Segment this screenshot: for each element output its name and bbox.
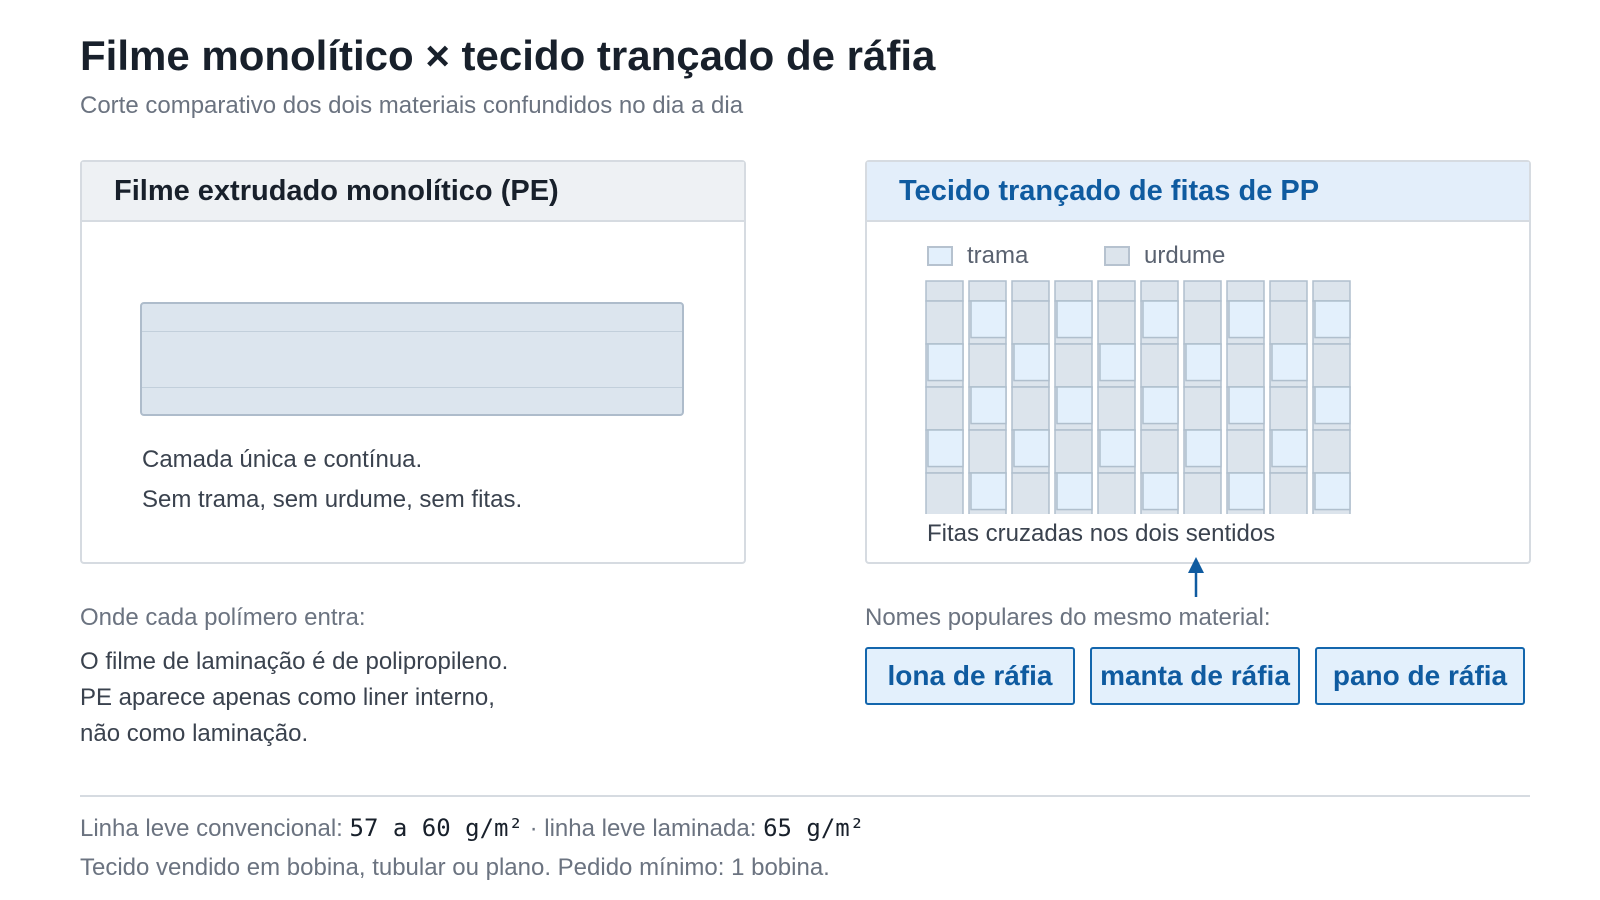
up-arrow-icon: [1186, 557, 1206, 599]
warp-segment: [926, 387, 963, 430]
warp-segment: [1184, 473, 1221, 514]
warp-segment: [1012, 473, 1049, 514]
weft-segment: [1057, 387, 1092, 424]
weft-segment: [1057, 473, 1092, 510]
warp-segment: [1098, 301, 1135, 344]
page-subtitle: Corte comparativo dos dois materiais confundidos no dia a dia: [80, 92, 744, 119]
weft-segment: [971, 387, 1006, 424]
warp-segment: [1313, 344, 1350, 387]
weft-segment: [1143, 301, 1178, 338]
weft-segment: [1100, 430, 1135, 467]
film-description: [142, 440, 522, 520]
legend-trama-label: trama: [967, 242, 1029, 269]
weft-segment: [1143, 387, 1178, 424]
weft-segment: [1229, 473, 1264, 510]
film-panel: [80, 160, 746, 564]
warp-segment: [1184, 387, 1221, 430]
polymer-note-line: não como laminação.: [80, 720, 309, 747]
warp-segment: [1270, 281, 1307, 301]
warp-segment: [1012, 281, 1049, 301]
weave-caption: Fitas cruzadas nos dois sentidos: [927, 520, 1276, 547]
chip-pano-de-rafia[interactable]: pano de ráfia: [1315, 647, 1525, 705]
warp-segment: [1270, 473, 1307, 514]
weft-segment: [928, 430, 963, 467]
weft-segment: [1315, 301, 1350, 338]
legend-urdume-label: urdume: [1144, 242, 1226, 269]
warp-segment: [1098, 387, 1135, 430]
warp-segment: [1227, 281, 1264, 301]
warp-segment: [1141, 344, 1178, 387]
weft-segment: [1272, 344, 1307, 381]
warp-segment: [1141, 430, 1178, 473]
weave-pattern: [925, 280, 1355, 514]
film-guide-line: [142, 387, 682, 388]
warp-segment: [1227, 430, 1264, 473]
weft-segment: [971, 301, 1006, 338]
weft-segment: [1272, 430, 1307, 467]
weft-segment: [1014, 344, 1049, 381]
popular-names-title: Nomes populares do mesmo material:: [865, 604, 1271, 631]
weft-segment: [1229, 301, 1264, 338]
footer-label-light: Linha leve convencional:: [80, 815, 350, 842]
warp-segment: [969, 281, 1006, 301]
footer-weights: [80, 814, 864, 843]
footer-order-info: Tecido vendido em bobina, tubular ou plano. Pedido mínimo: 1 bobina.: [80, 854, 830, 881]
warp-segment: [1270, 387, 1307, 430]
footer-value-laminated: 65 g/m²: [763, 814, 865, 842]
page-title: Filme monolítico × tecido trançado de ráfia: [80, 32, 936, 79]
legend-urdume: [1104, 242, 1225, 270]
warp-segment: [1055, 281, 1092, 301]
footer-divider: [80, 795, 1530, 797]
weft-segment: [1143, 473, 1178, 510]
warp-segment: [926, 473, 963, 514]
weft-segment: [928, 344, 963, 381]
weft-segment: [1186, 344, 1221, 381]
film-guide-line: [142, 331, 682, 332]
warp-segment: [1141, 281, 1178, 301]
warp-segment: [1012, 301, 1049, 344]
polymer-note-title: Onde cada polímero entra:: [80, 604, 366, 631]
warp-segment: [1313, 281, 1350, 301]
warp-segment: [1313, 430, 1350, 473]
film-desc-line: Sem trama, sem urdume, sem fitas.: [142, 486, 523, 513]
warp-segment: [1270, 301, 1307, 344]
weft-segment: [1315, 387, 1350, 424]
weft-segment: [1229, 387, 1264, 424]
warp-segment: [969, 430, 1006, 473]
weft-segment: [1186, 430, 1221, 467]
polymer-note-line: O filme de laminação é de polipropileno.: [80, 648, 509, 675]
polymer-note: [80, 644, 508, 752]
film-panel-heading: Filme extrudado monolítico (PE): [82, 162, 744, 222]
warp-segment: [1098, 281, 1135, 301]
footer-label-laminated: · linha leve laminada:: [522, 815, 764, 842]
urdume-swatch: [1104, 246, 1130, 266]
chip-lona-de-rafia[interactable]: lona de ráfia: [865, 647, 1075, 705]
warp-segment: [1098, 473, 1135, 514]
weft-segment: [1315, 473, 1350, 510]
warp-segment: [1012, 387, 1049, 430]
warp-segment: [1227, 344, 1264, 387]
warp-segment: [1055, 430, 1092, 473]
warp-segment: [926, 281, 963, 301]
woven-panel: [865, 160, 1531, 564]
footer-value-light: 57 a 60 g/m²: [349, 814, 523, 842]
warp-segment: [926, 301, 963, 344]
film-cross-section: [140, 302, 684, 416]
warp-segment: [1184, 301, 1221, 344]
weft-segment: [1057, 301, 1092, 338]
weft-segment: [971, 473, 1006, 510]
chip-manta-de-rafia[interactable]: manta de ráfia: [1090, 647, 1300, 705]
weft-segment: [1014, 430, 1049, 467]
warp-segment: [1184, 281, 1221, 301]
weft-segment: [1100, 344, 1135, 381]
film-desc-line: Camada única e contínua.: [142, 446, 423, 473]
legend-trama: [927, 242, 1028, 270]
polymer-note-line: PE aparece apenas como liner interno,: [80, 684, 495, 711]
warp-segment: [1055, 344, 1092, 387]
warp-segment: [969, 344, 1006, 387]
woven-panel-heading: Tecido trançado de fitas de PP: [867, 162, 1529, 222]
trama-swatch: [927, 246, 953, 266]
